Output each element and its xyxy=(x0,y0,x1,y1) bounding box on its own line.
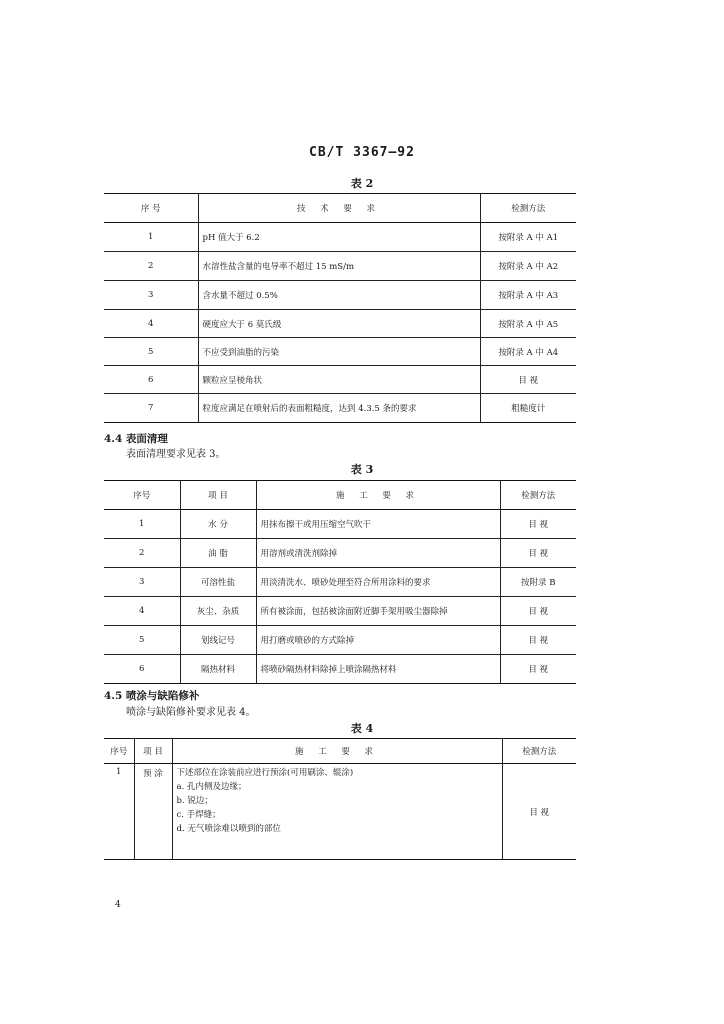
table-row xyxy=(104,655,576,684)
table-cell: pH 值大于 6.2 xyxy=(198,223,480,252)
section-4-4-heading: 4.4 表面清理 xyxy=(104,433,168,445)
list-item: d. 无气喷涂难以喷到的部位 xyxy=(176,824,281,834)
table-cell: 按附录 A 中 A5 xyxy=(480,310,576,338)
table-cell: 4 xyxy=(104,310,198,338)
table4 xyxy=(104,738,576,860)
table-cell: 不应受到油脂的污染 xyxy=(198,338,480,366)
table-cell: 油 脂 xyxy=(180,539,256,568)
table-row xyxy=(104,281,576,310)
table-cell: 按附录 A 中 A3 xyxy=(480,281,576,310)
list-item: 下述部位在涂装前应进行预涂(可用刷涂、辊涂) xyxy=(176,768,354,778)
table-row xyxy=(104,539,576,568)
table4-title: 表 4 xyxy=(350,722,374,735)
table-cell: 目 视 xyxy=(500,626,576,655)
list-item: a. 孔内侧及边缘； xyxy=(176,782,247,792)
table4-col-method: 检测方法 xyxy=(502,739,576,764)
section-4-5-body: 喷涂与缺陷修补要求见表 4。 xyxy=(126,707,256,718)
table-cell: 用淡清洗水、喷砂处理至符合所用涂料的要求 xyxy=(256,568,500,597)
table-cell: 灰尘、杂质 xyxy=(180,597,256,626)
table-cell: 硬度应大于 6 莫氏级 xyxy=(198,310,480,338)
table3-col-method: 检测方法 xyxy=(500,481,576,510)
table-cell: 4 xyxy=(104,597,180,626)
table-cell: 粒度应满足在喷射后的表面粗糙度，达到 4.3.5 条的要求 xyxy=(198,394,480,423)
table-cell: 用抹布擦干或用压缩空气吹干 xyxy=(256,510,500,539)
table3 xyxy=(104,480,576,684)
table3-header-row xyxy=(104,481,576,510)
table3-col-no: 序号 xyxy=(104,481,180,510)
table4-col-req: 施 工 要 求 xyxy=(172,739,502,764)
table-cell: 6 xyxy=(104,655,180,684)
table2-col-no: 序 号 xyxy=(104,194,198,223)
table-cell: 划线记号 xyxy=(180,626,256,655)
table-cell: 5 xyxy=(104,338,198,366)
table2-header-row xyxy=(104,194,576,223)
table-cell: 5 xyxy=(104,626,180,655)
table-row xyxy=(104,394,576,423)
table-cell: 水 分 xyxy=(180,510,256,539)
table-cell: 目 视 xyxy=(500,655,576,684)
table-row xyxy=(104,597,576,626)
list-item: c. 手焊缝； xyxy=(176,810,221,820)
table4-requirements-cell xyxy=(172,764,502,860)
table-row xyxy=(104,764,576,860)
table-cell: 将喷砂隔热材料除掉上喷涂隔热材料 xyxy=(256,655,500,684)
table-cell: 水溶性盐含量的电导率不超过 15 mS/m xyxy=(198,252,480,281)
table-cell: 1 xyxy=(104,764,134,860)
table-row xyxy=(104,223,576,252)
table-cell: 2 xyxy=(104,539,180,568)
table-cell: 目 视 xyxy=(500,510,576,539)
table-cell: 6 xyxy=(104,366,198,394)
table3-title: 表 3 xyxy=(350,463,374,476)
table-cell: 粗糙度计 xyxy=(480,394,576,423)
table-cell: 1 xyxy=(104,510,180,539)
table-row xyxy=(104,366,576,394)
table-row xyxy=(104,568,576,597)
table-cell: 隔热材料 xyxy=(180,655,256,684)
table-cell: 目 视 xyxy=(500,539,576,568)
table-cell: 颗粒应呈棱角状 xyxy=(198,366,480,394)
table-cell: 用溶剂或清洗剂除掉 xyxy=(256,539,500,568)
table-cell: 按附录 B xyxy=(500,568,576,597)
table-row xyxy=(104,510,576,539)
table-cell: 7 xyxy=(104,394,198,423)
table-cell: 目 视 xyxy=(500,597,576,626)
table-cell: 可溶性盐 xyxy=(180,568,256,597)
table-cell: 3 xyxy=(104,568,180,597)
section-4-5-heading: 4.5 喷涂与缺陷修补 xyxy=(104,690,200,702)
table2 xyxy=(104,193,576,423)
table2-title: 表 2 xyxy=(350,177,374,190)
table4-col-no: 序号 xyxy=(104,739,134,764)
table-cell: 按附录 A 中 A4 xyxy=(480,338,576,366)
table-cell: 按附录 A 中 A2 xyxy=(480,252,576,281)
table-cell: 目 视 xyxy=(480,366,576,394)
table-cell: 所有被涂面，包括被涂面附近脚手架用吸尘器除掉 xyxy=(256,597,500,626)
page-number: 4 xyxy=(115,900,121,910)
table-cell: 用打磨或喷砂的方式除掉 xyxy=(256,626,500,655)
standard-code: CB/T 3367—92 xyxy=(309,145,415,160)
table2-col-req: 技 术 要 求 xyxy=(198,194,480,223)
table-cell: 3 xyxy=(104,281,198,310)
table-row xyxy=(104,626,576,655)
table-row xyxy=(104,252,576,281)
table3-col-item: 项 目 xyxy=(180,481,256,510)
table-cell: 2 xyxy=(104,252,198,281)
table3-col-req: 施 工 要 求 xyxy=(256,481,500,510)
table4-header-row xyxy=(104,739,576,764)
table-cell: 按附录 A 中 A1 xyxy=(480,223,576,252)
table4-col-item: 项 目 xyxy=(134,739,172,764)
table-row xyxy=(104,310,576,338)
table-cell: 预 涂 xyxy=(134,764,172,860)
list-item: b. 锐边； xyxy=(176,796,213,806)
table-cell: 目 视 xyxy=(502,764,576,860)
table-cell: 1 xyxy=(104,223,198,252)
table2-col-method: 检测方法 xyxy=(480,194,576,223)
section-4-4-body: 表面清理要求见表 3。 xyxy=(126,449,226,460)
table-row xyxy=(104,338,576,366)
table-cell: 含水量不超过 0.5% xyxy=(198,281,480,310)
